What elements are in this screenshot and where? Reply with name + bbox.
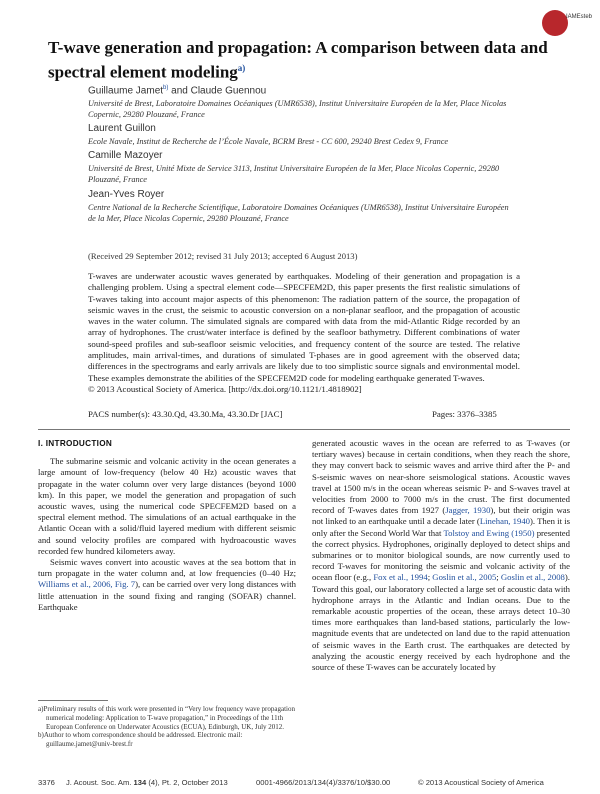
footnote-b: b)Author to whom correspondence should be addressed. Electronic mail: guillaume.jamet@univ-brest.fr <box>38 731 243 749</box>
left-column <box>38 438 296 613</box>
paragraph: generated acoustic waves in the ocean are referred to as T-waves (or tertiary waves) because in certain conditions, when they reach the shore, they may convert back to seismic waves and arrive third after the P- and S-seismic waves on near-shore seismological stations. Acoustic waves travel at 1500 m/s in the ocean whereas seismic P- and S-waves travel at velocities from 2000 to 7000 m/s in the crust. The first documented record of T-waves dates from 1927 (Jagger, 1930), but their origin was not linked to an earthquake until a decade later (Linehan, 1940). Then it is only after the Second World War that Tolstoy and Ewing (1950) presented the correct physics. Hydrophones, originally deployed to detect ships and submarines or to monitor biological sounds, are now currently used to record T-waves for monitoring the seismic and volcanic activity of the ocean floor (e.g., Fox et al., 1994; Goslin et al., 2005; Goslin et al., 2008). Toward this goal, our laboratory collected a large set of acoustic data with hydrophone arrays in the Atlantic and Indian oceans. Due to the remarkable acoustic properties of the ocean, these arrays detect 10–30 times more earthquakes than land-based stations, particularly the low-magnitude events that are undetected on land due to the rapid attenuation of seismic waves in the Earth crust. The earthquakes are detected by analyzing the acoustic energy received by each hydrophone and the source of these T-waves can be accurately located by <box>312 438 570 673</box>
page-range: Pages: 3376–3385 <box>432 409 497 419</box>
citation-link[interactable]: Williams et al., 2006, Fig. 7 <box>38 579 136 590</box>
abstract-copyright: © 2013 Acoustical Society of America. [http://dx.doi.org/10.1121/1.4818902] <box>88 383 362 394</box>
paragraph: The submarine seismic and volcanic activity in the ocean generates a large amount of low-frequency (below 40 Hz) acoustic waves that propagate in the water column over very large distances (beyond 1000 km). In this paper, we model the generation and propagation of such acoustic waves, using the numerical code SPECFEM2D based on a spectral element method. The simulations of an actual earthquake in the Atlantic Ocean with a solid/fluid layered medium with different seismic and sound velocity profiles are compared with hydroacoustic waves recorded few hundred kilometers away. <box>38 456 296 556</box>
affiliation-1: Université de Brest, Laboratoire Domaines Océaniques (UMR6538), Institut Universitaire Européen de la Mer, Place Nicolas Copernic, 29280 Plouzané, France <box>88 99 507 119</box>
right-column <box>312 438 570 673</box>
citation-link[interactable]: Fox et al., 1994 <box>373 572 428 583</box>
citation-link[interactable]: Goslin et al., 2008 <box>500 572 565 583</box>
affiliation-4: Centre National de la Recherche Scientifique, Laboratoire Domaines Océaniques (UMR6538), Institut Universitaire Européen de la Mer, Place Nicolas Copernic, 29280 Plouzané, France <box>88 203 509 223</box>
footnote-rule <box>38 700 108 701</box>
author-line-3: Camille Mazoyer <box>88 150 163 161</box>
affiliation-3: Université de Brest, Unité Mixte de Service 3113, Institut Universitaire Européen de la Mer, Place Nicolas Copernic, 29280 Plouzané, France <box>88 164 500 184</box>
citation-link[interactable]: Goslin et al., 2005 <box>432 572 497 583</box>
abstract-text: T-waves are underwater acoustic waves generated by earthquakes. Modeling of their generation and propagation is a challenging problem. Using a spectral element code—SPECFEM2D, this paper presents the first realistic simulations of T-waves taking into account major aspects of this phenomenon: The radiation pattern of the source, the propagation of seismic waves in the crust, the seismic to acoustic conversion on a non-planar seafloor, and the propagation of acoustic waves in the water column. The simulated signals are compared with data from the mid-Atlantic Ridge recorded by an array of hydrophones. The crust/water interface is defined by the seafloor bathymetry. Different combinations of water sound-speed profiles and sub-seafloor seismic velocities, and frequency content of the source are tested. The relative amplitudes, main arrival-times, and durations of simulated T-phases are in good agreement with the observed data; differences in the spectrograms and early arrivals are likely due to too simplistic source signals and environmental model. These examples demonstrate the abilities of the SPECFEM2D code for modeling earthquake generated T-waves. <box>88 271 520 383</box>
paper-title: T-wave generation and propagation: A comparison between data and spectral element modeling$^{a)}$ <box>48 38 548 82</box>
section-title: I. INTRODUCTION <box>38 439 113 448</box>
publisher-badge-text: IAMEsteb <box>565 14 592 20</box>
author-line-4: Jean-Yves Royer <box>88 189 165 200</box>
affiliation-2: Ecole Navale, Institut de Recherche de l’École Navale, BCRM Brest - CC 600, 29240 Brest Cedex 9, France <box>88 137 449 146</box>
citation-link[interactable]: Jagger, 1930 <box>445 505 491 516</box>
pacs-numbers: PACS number(s): 43.30.Qd, 43.30.Ma, 43.30.Dr [JAC] <box>88 409 283 419</box>
author-footnote-mark[interactable]: b) <box>163 85 169 91</box>
citation-link[interactable]: Tolstoy and Ewing (1950) <box>443 527 535 538</box>
footnotes <box>38 705 296 749</box>
paragraph: Seismic waves convert into acoustic waves at the sea bottom that in turn propagate in the water column and, at low frequencies (0–40 Hz; Williams et al., 2006, Fig. 7), can be carried over very long distances with little attenuation in the sound fixing and ranging (SOFAR) channel. Earthquake <box>38 557 296 612</box>
author-line-1: Guillaume Jamet$^{b)}$ and Claude Guennou <box>88 85 267 97</box>
citation-link[interactable]: Linehan, 1940 <box>479 516 531 527</box>
footer-issn: 0001-4966/2013/134(4)/3376/10/$30.00 <box>256 778 391 787</box>
footer-page-number: 3376 <box>38 778 55 787</box>
author-line-2: Laurent Guillon <box>88 123 156 134</box>
abstract <box>88 271 520 395</box>
footer-copyright: © 2013 Acoustical Society of America <box>418 778 544 787</box>
received-dates: (Received 29 September 2012; revised 31 July 2013; accepted 6 August 2013) <box>88 251 358 261</box>
divider <box>38 429 570 430</box>
title-footnote-mark[interactable]: a) <box>237 63 246 73</box>
publisher-logo-icon <box>542 10 568 36</box>
footnote-a: a)Preliminary results of this work were presented in “Very low frequency wave propagation numerical modeling: Application to T-wave propagation,” in Proceedings of the 11th European Conference on Underwater Acoustics (ECUA), Edinburgh, UK, July 2012. <box>38 705 295 731</box>
footer-journal: J. Acoust. Soc. Am. 134 (4), Pt. 2, October 2013 <box>66 778 228 787</box>
